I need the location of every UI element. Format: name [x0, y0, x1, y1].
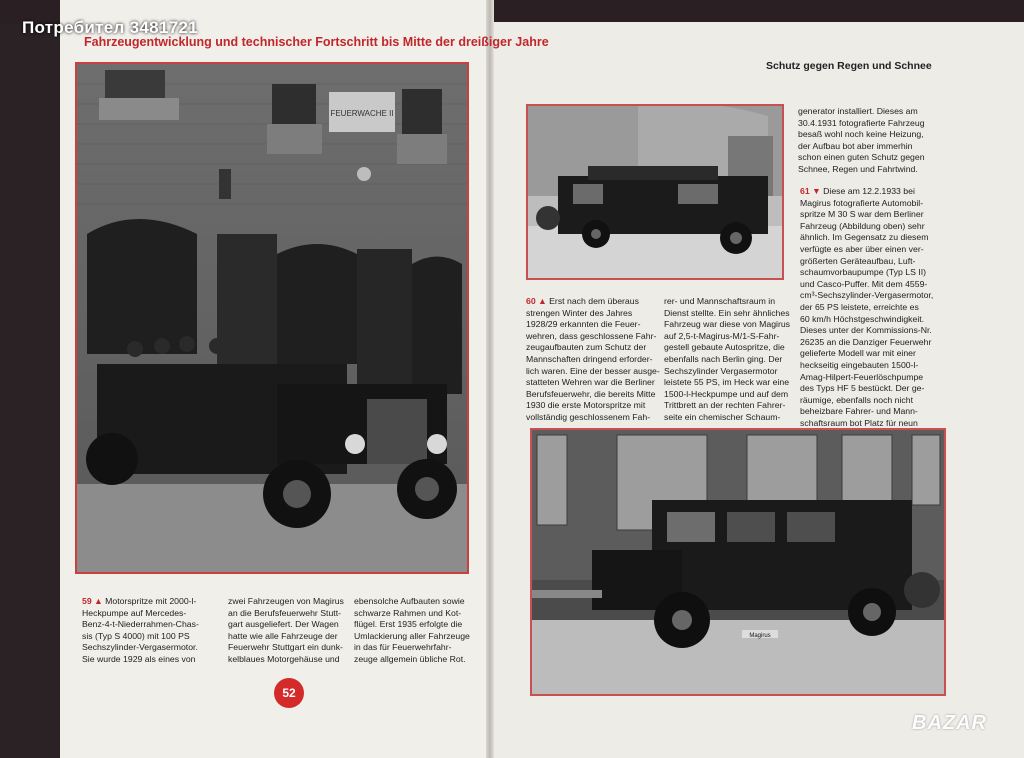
section-title: Schutz gegen Regen und Schnee: [766, 60, 932, 72]
caption-60-col1: 60 ▲ Erst nach dem überaus strengen Winter des Jahres 1928/29 erkannten die Feuer- wehren, dass geschlossene Fahr- zeugaufbauten zum Schutz der Mannschaften dringend erforder- lich waren. Eine der besser ausge- statteten Wehren war die Berliner Berufsfeuerwehr, die bereits Mitte 1930 die erste Motorspritze mit vollständig geschlossenem Fah-: [526, 296, 660, 422]
caption-number: 60: [526, 296, 536, 306]
caption-number: 61: [800, 186, 810, 196]
down-arrow-icon: ▼: [812, 186, 821, 196]
caption-59-col3: ebensolche Aufbauten sowie schwarze Rahmen und Kot- flügel. Erst 1935 erfolgte die Umlackierung aller Fahrzeuge in das für Feuerwehrfahr- zeuge allgemein übliche Rot.: [354, 596, 470, 664]
user-watermark: Потребител 3481721: [22, 18, 198, 37]
book-gutter: [486, 0, 494, 758]
caption-59-col2: zwei Fahrzeugen von Magirus an die Berufsfeuerwehr Stutt- gart ausgeliefert. Der Wagen hatte wie alle Fahrzeuge der Feuerwehr Stuttgart ein dunk- kelblaues Motorgehäuse und: [228, 596, 344, 664]
up-arrow-icon: ▲: [94, 596, 103, 606]
photo-59-fire-engine: [75, 62, 469, 574]
caption-60-col2: rer- und Mannschaftsraum in Dienst stellte. Ein sehr ähnliches Fahrzeug war diese von Magirus auf 2,5-t-Magirus-M/1-S-Fahr- gestell gebaute Autospritze, die ebenfalls nach Berlin ging. Der Sechszylinder Vergasermotor leistete 55 PS, im Heck war eine 1500-l-Heckpumpe und auf dem Trittbrett an der rechten Fahrer- seite ein chemischer Schaum-: [664, 296, 791, 422]
caption-59-col1: 59 ▲ Motorspritze mit 2000-l- Heckpumpe auf Mercedes- Benz-4-t-Niederrahmen-Chas- sis (Typ S 4000) mit 100 PS Sechszylinder-Vergasermotor. Sie wurde 1929 als eines von: [82, 596, 199, 664]
caption-61: 61 ▼ Diese am 12.2.1933 bei Magirus fotografierte Automobil- spritze M 30 S war dem Berliner Fahrzeug (Abbildung oben) sehr ähnlich. Im Gegensatz zu diesem verfügte es aber über einen ver- größerten Geräteaufbau, Luft- schaumvorbaupumpe (Typ LS II) und Casco-Puffer. Mit dem 4559- cm³-Sechszylinder-Vergasermotor, der 65 PS leistete, erreichte es 60 km/h Höchstgeschwindigkeit. Dieses unter der Kommissions-Nr. 26235 an die Danziger Feuerwehr gelieferte Modell war mit einer heckseitig eingebauten 1500-l- Amag-Hilpert-Feuerlöschpumpe des Typs HF 5 bestückt. Der ge- räumige, ebenfalls noch nicht beheizbare Fahrer- und Mann- schaftsraum bot Platz für neun: [800, 186, 934, 428]
text-top-right: generator installiert. Dieses am 30.4.1931 fotografierte Fahrzeug besaß wohl noch keine Heizung, der Aufbau bot aber immerhin schon einen guten Schutz gegen Schnee, Regen und Fahrtwind.: [798, 106, 925, 174]
photo-60-fire-engine: [526, 104, 784, 280]
photo-61-illustration: [532, 430, 944, 694]
license-plate-text: Magirus: [749, 633, 771, 639]
photo-61-fire-engine: [530, 428, 946, 696]
page-number: 52: [274, 678, 304, 708]
up-arrow-icon: ▲: [538, 296, 547, 306]
bazar-logo: BAZAR: [912, 712, 987, 734]
photo-59-illustration: [77, 64, 467, 572]
photo-60-illustration: [528, 106, 782, 278]
chapter-title: Fahrzeugentwicklung und technischer Fortschritt bis Mitte der dreißiger Jahre: [84, 35, 549, 49]
sign-text: FEUERWACHE II: [330, 109, 394, 118]
caption-number: 59: [82, 596, 92, 606]
